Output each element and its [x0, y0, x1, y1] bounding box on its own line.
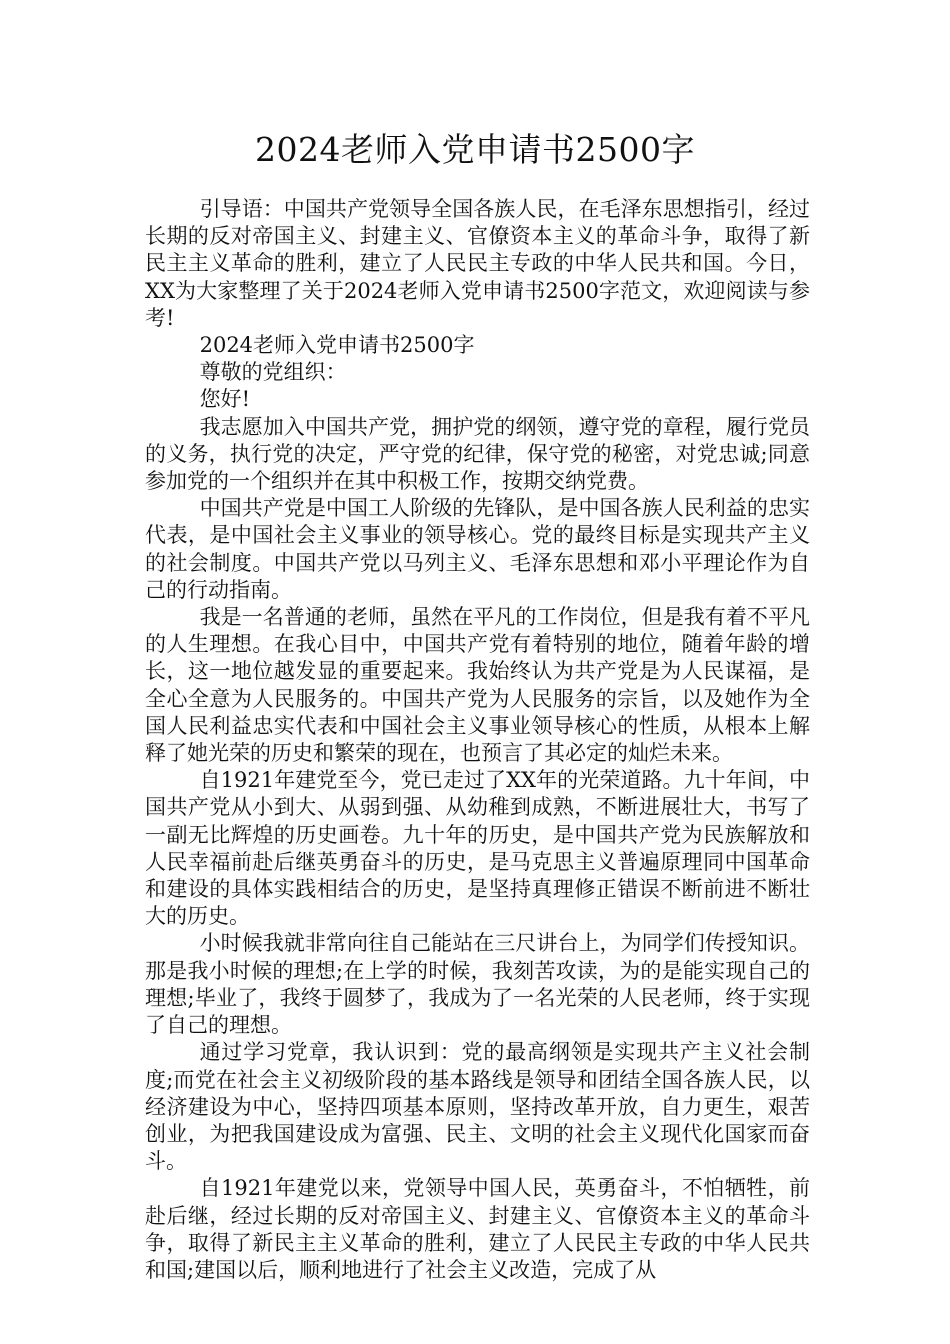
greeting: 您好!	[199, 387, 251, 412]
body-paragraph: 自1921年建党以来，党领导中国人民，英勇奋斗，不怕牺牲，前赴后继，经过长期的反对帝国主义、封建主义、官僚资本主义的革命斗争，取得了新民主主义革命的胜利，建立了人民民主专政的中华人民共和国;建国以后，顺利地进行了社会主义改造，完成了从	[145, 1176, 810, 1282]
body-paragraph: 我志愿加入中国共产党，拥护党的纲领，遵守党的章程，履行党员的义务，执行党的决定，严守党的纪律，保守党的秘密，对党忠诚;同意参加党的一个组织并在其中积极工作，按期交纳党费。	[145, 414, 810, 494]
body-paragraph: 自1921年建党至今，党已走过了XX年的光荣道路。九十年间，中国共产党从小到大、从弱到强、从幼稚到成熟，不断进展壮大，书写了一副无比辉煌的历史画卷。九十年的历史，是中国共产党为民族解放和人民幸福前赴后继英勇奋斗的历史，是马克思主义普遍原理同中国革命和建设的具体实践相结合的历史，是坚持真理修正错误不断前进不断壮大的历史。	[145, 768, 810, 929]
document-body	[145, 196, 810, 1284]
body-paragraph: 中国共产党是中国工人阶级的先锋队，是中国各族人民利益的忠实代表，是中国社会主义事业的领导核心。党的最终目标是实现共产主义的社会制度。中国共产党以马列主义、毛泽东思想和邓小平理论作为自己的行动指南。	[145, 496, 810, 602]
body-paragraph: 我是一名普通的老师，虽然在平凡的工作岗位，但是我有着不平凡的人生理想。在我心目中，中国共产党有着特别的地位，随着年龄的增长，这一地位越发显的重要起来。我始终认为共产党是为人民谋福，是全心全意为人民服务的。中国共产党为人民服务的宗旨，以及她作为全国人民利益忠实代表和中国社会主义事业领导核心的性质，从根本上解释了她光荣的历史和繁荣的现在，也预言了其必定的灿烂未来。	[145, 605, 810, 766]
subtitle-line: 2024老师入党申请书2500字	[199, 333, 475, 358]
body-paragraph: 通过学习党章，我认识到：党的最高纲领是实现共产主义社会制度;而党在社会主义初级阶段的基本路线是领导和团结全国各族人民，以经济建设为中心，坚持四项基本原则，坚持改革开放，自力更生，艰苦创业，为把我国建设成为富强、民主、文明的社会主义现代化国家而奋斗。	[145, 1040, 810, 1174]
body-paragraph: 小时候我就非常向往自己能站在三尺讲台上，为同学们传授知识。那是我小时候的理想;在上学的时候，我刻苦攻读，为的是能实现自己的理想;毕业了，我终于圆梦了，我成为了一名光荣的人民老师，终于实现了自己的理想。	[145, 931, 810, 1038]
intro-paragraph: 引导语：中国共产党领导全国各族人民，在毛泽东思想指引，经过长期的反对帝国主义、封建主义、官僚资本主义的革命斗争，取得了新民主主义革命的胜利，建立了人民民主专政的中华人民共和国。今日，XX为大家整理了关于2024老师入党申请书2500字范文，欢迎阅读与参考!	[145, 197, 810, 330]
document-title: 2024老师入党申请书2500字	[255, 130, 695, 169]
salutation: 尊敬的党组织：	[199, 360, 347, 385]
